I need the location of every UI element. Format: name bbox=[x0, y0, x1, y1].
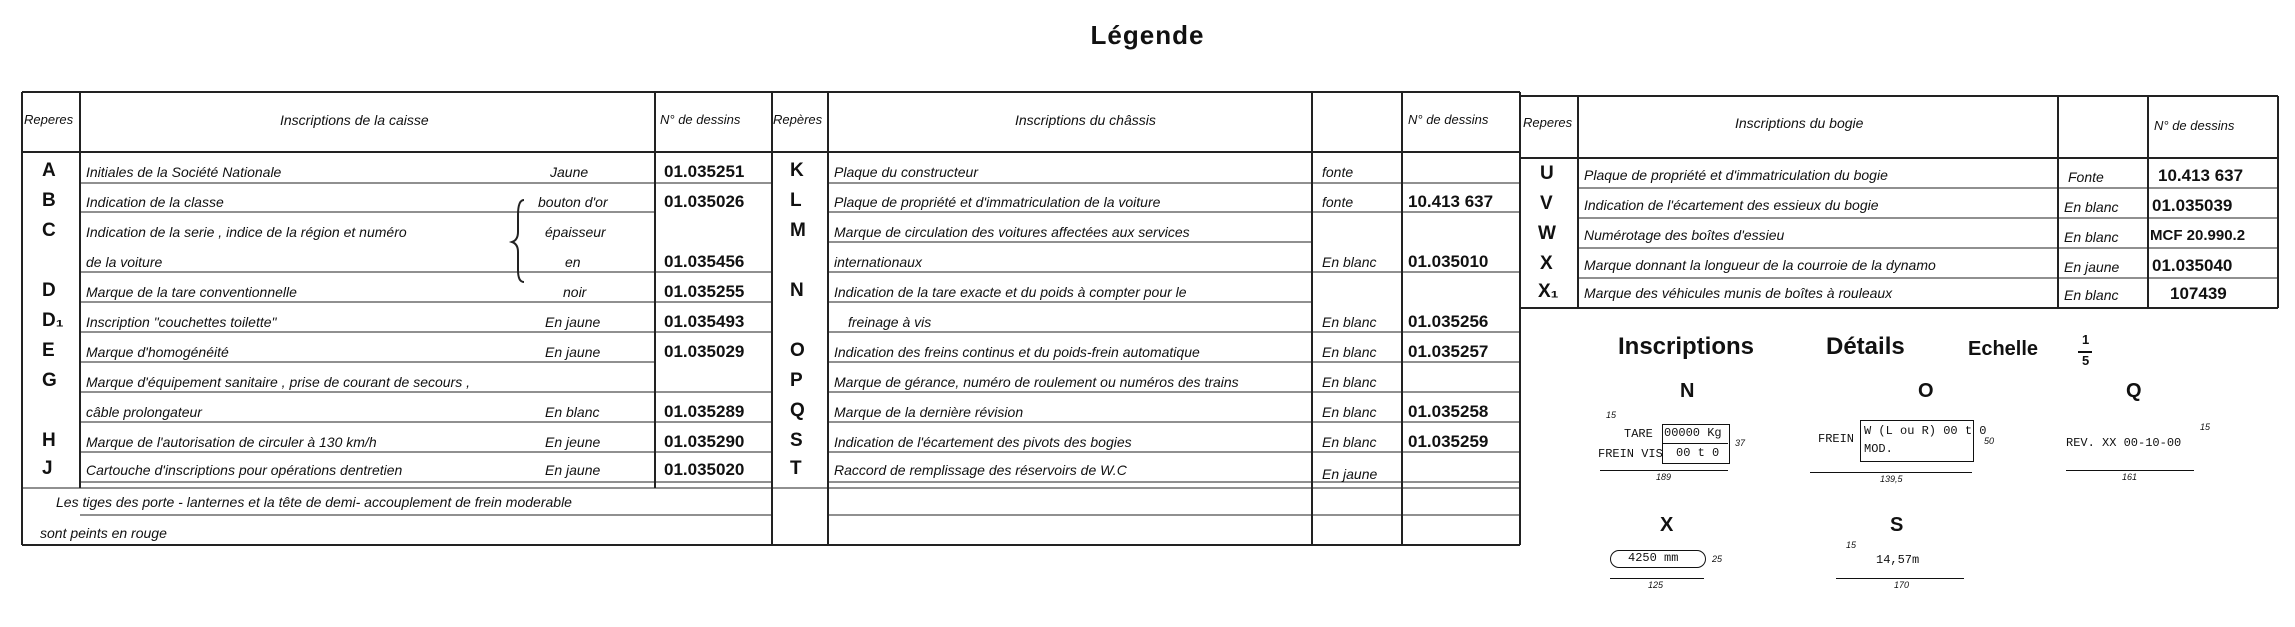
chassis-row-text: Indication des freins continus et du poids-frein automatique bbox=[834, 344, 1200, 360]
chassis-row-number: 10.413 637 bbox=[1408, 192, 1494, 211]
chassis-row-color: fonte bbox=[1322, 194, 1354, 210]
caisse-row-code: D bbox=[42, 280, 56, 301]
caisse-row-code: H bbox=[42, 430, 56, 451]
caisse-row-text: Initiales de la Société Nationale bbox=[86, 164, 282, 180]
bogie-row-color: En blanc bbox=[2064, 229, 2119, 245]
caisse-row-text: Marque de l'autorisation de circuler à 130 km/h bbox=[86, 434, 377, 450]
bogie-row-color: Fonte bbox=[2068, 169, 2104, 185]
chassis-row-color: En blanc bbox=[1322, 254, 1377, 270]
chassis-row-color: En blanc bbox=[1322, 404, 1377, 420]
chassis-row-color: En blanc bbox=[1322, 434, 1377, 450]
detail-n-divider bbox=[1662, 443, 1728, 444]
bogie-row-text: Numérotage des boîtes d'essieu bbox=[1584, 227, 1785, 243]
chassis-row-number: 01.035256 bbox=[1408, 312, 1489, 331]
chassis-row-text: Indication de la tare exacte et du poids à compter pour le bbox=[834, 284, 1187, 300]
detail-o-line2: MOD. bbox=[1864, 442, 1893, 456]
bogie-row-color: En jaune bbox=[2064, 259, 2120, 275]
caisse-row-color: En jaune bbox=[545, 344, 601, 360]
caisse-row-color: En blanc bbox=[545, 404, 600, 420]
detail-n-tare: TARE bbox=[1624, 427, 1653, 441]
bogie-row-number: 10.413 637 bbox=[2158, 166, 2244, 185]
chassis-header-dessins: N° de dessins bbox=[1408, 112, 1489, 127]
detail-n-frein-value: 00 t 0 bbox=[1676, 446, 1720, 460]
caisse-row-text: Marque d'équipement sanitaire , prise de courant de secours , bbox=[86, 374, 471, 390]
bogie-row-number: MCF 20.990.2 bbox=[2150, 227, 2246, 244]
detail-x-text: 4250 mm bbox=[1628, 551, 1679, 565]
caisse-row-number: 01.035251 bbox=[664, 162, 745, 181]
bogie-row-code: V bbox=[1540, 193, 1553, 214]
caisse-row-color: épaisseur bbox=[545, 224, 606, 240]
caisse-row-number: 01.035289 bbox=[664, 402, 745, 421]
caisse-row-code: B bbox=[42, 190, 56, 211]
detail-o-width: 139,5 bbox=[1880, 474, 1903, 484]
detail-q-text: REV. XX 00-10-00 bbox=[2066, 436, 2182, 450]
bogie-row-number: 01.035040 bbox=[2152, 256, 2233, 275]
bogie-row-code: X₁ bbox=[1538, 281, 1559, 302]
chassis-row-number: 01.035259 bbox=[1408, 432, 1489, 451]
caisse-footnote-line1: Les tiges des porte - lanternes et la tête de demi- accouplement de frein moderable bbox=[56, 494, 572, 510]
detail-o-dim-line bbox=[1810, 472, 1972, 473]
detail-n-frein: FREIN VIS bbox=[1598, 447, 1663, 461]
detail-n-tare-value: 00000 Kg bbox=[1664, 426, 1722, 440]
caisse-row-text: Marque de la tare conventionnelle bbox=[86, 284, 297, 300]
caisse-row-color: En jaune bbox=[545, 462, 601, 478]
detail-o-height: 50 bbox=[1984, 436, 1995, 446]
caisse-row-number: 01.035290 bbox=[664, 432, 745, 451]
bogie-row-text: Marque donnant la longueur de la courroie de la dynamo bbox=[1584, 257, 1936, 273]
bogie-header-inscriptions: Inscriptions du bogie bbox=[1735, 115, 1864, 131]
detail-o-line1: W (L ou R) 00 t 0 bbox=[1864, 424, 1987, 438]
caisse-row-number: 01.035026 bbox=[664, 192, 745, 211]
detail-o-frein: FREIN bbox=[1818, 432, 1855, 446]
bogie-row-text: Plaque de propriété et d'immatriculation du bogie bbox=[1584, 167, 1888, 183]
caisse-header-reperes: Reperes bbox=[24, 112, 74, 127]
chassis-row-code: M bbox=[790, 220, 806, 241]
bogie-header-dessins: N° de dessins bbox=[2154, 118, 2235, 133]
chassis-row-code: N bbox=[790, 280, 804, 301]
detail-o-label: O bbox=[1918, 380, 1934, 402]
chassis-row-code: Q bbox=[790, 400, 805, 421]
caisse-row-text: câble prolongateur bbox=[86, 404, 202, 420]
detail-s-width: 170 bbox=[1894, 580, 1910, 590]
detail-q-height: 15 bbox=[2200, 422, 2211, 432]
details-scale-label: Echelle bbox=[1968, 338, 2039, 360]
detail-x-label: X bbox=[1660, 514, 1674, 536]
detail-n-height2: 37 bbox=[1735, 438, 1746, 448]
detail-q-label: Q bbox=[2126, 380, 2142, 402]
chassis-row-color: fonte bbox=[1322, 164, 1354, 180]
chassis-row-text: Plaque de propriété et d'immatriculation de la voiture bbox=[834, 194, 1161, 210]
detail-q-width: 161 bbox=[2122, 472, 2138, 482]
chassis-row-text: Marque de circulation des voitures affectées aux services bbox=[834, 224, 1190, 240]
caisse-row-code: A bbox=[42, 160, 56, 181]
caisse-row-text: de la voiture bbox=[86, 254, 163, 270]
chassis-row-code: L bbox=[790, 190, 802, 211]
caisse-row-color: bouton d'or bbox=[538, 194, 608, 210]
chassis-row-code: P bbox=[790, 370, 803, 391]
caisse-row-text: Inscription "couchettes toilette" bbox=[86, 314, 277, 330]
caisse-row-color: noir bbox=[563, 284, 587, 300]
caisse-footnote-line2: sont peints en rouge bbox=[40, 525, 167, 541]
caisse-row-color: En jaune bbox=[545, 314, 601, 330]
bogie-row-color: En blanc bbox=[2064, 199, 2119, 215]
chassis-row-number: 01.035258 bbox=[1408, 402, 1489, 421]
caisse-row-code: E bbox=[42, 340, 55, 361]
chassis-row-code: T bbox=[790, 458, 802, 479]
detail-x-height: 25 bbox=[1712, 554, 1723, 564]
bogie-row-number: 107439 bbox=[2170, 284, 2227, 303]
caisse-row-color: Jaune bbox=[550, 164, 589, 180]
chassis-row-code: K bbox=[790, 160, 804, 181]
chassis-row-text: Indication de l'écartement des pivots des bogies bbox=[834, 434, 1132, 450]
chassis-row-color: En blanc bbox=[1322, 314, 1377, 330]
detail-s-label: S bbox=[1890, 514, 1904, 536]
chassis-row-color: En blanc bbox=[1322, 374, 1377, 390]
chassis-row-text: internationaux bbox=[834, 254, 922, 270]
caisse-row-code: D₁ bbox=[42, 310, 64, 331]
caisse-row-text: Cartouche d'inscriptions pour opérations dentretien bbox=[86, 462, 403, 478]
caisse-row-code: G bbox=[42, 370, 57, 391]
caisse-row-color: En jeune bbox=[545, 434, 601, 450]
detail-x-dim-line bbox=[1610, 578, 1704, 579]
caisse-row-code: C bbox=[42, 220, 56, 241]
bogie-row-text: Marque des véhicules munis de boîtes à rouleaux bbox=[1584, 285, 1893, 301]
detail-n-dim-line bbox=[1600, 470, 1728, 471]
chassis-header-reperes: Repères bbox=[773, 112, 823, 127]
details-scale-denominator: 5 bbox=[2082, 353, 2090, 368]
detail-x-width: 125 bbox=[1648, 580, 1664, 590]
bogie-row-number: 01.035039 bbox=[2152, 196, 2233, 215]
bogie-row-color: En blanc bbox=[2064, 287, 2119, 303]
detail-s-dim-line bbox=[1836, 578, 1964, 579]
chassis-row-code: O bbox=[790, 340, 805, 361]
chassis-row-text: Raccord de remplissage des réservoirs de W.C bbox=[834, 462, 1127, 478]
chassis-row-number: 01.035010 bbox=[1408, 252, 1489, 271]
page-title: Légende bbox=[1090, 20, 1205, 50]
chassis-row-text: Marque de gérance, numéro de roulement ou numéros des trains bbox=[834, 374, 1239, 390]
detail-s-height: 15 bbox=[1846, 540, 1857, 550]
caisse-header-dessins: N° de dessins bbox=[660, 112, 741, 127]
details-heading-details: Détails bbox=[1826, 333, 1905, 360]
detail-n-label: N bbox=[1680, 380, 1695, 402]
bogie-row-code: X bbox=[1540, 253, 1553, 274]
caisse-row-text: Indication de la classe bbox=[86, 194, 224, 210]
bogie-row-code: W bbox=[1538, 223, 1556, 244]
caisse-row-number: 01.035456 bbox=[664, 252, 745, 271]
bogie-row-code: U bbox=[1540, 163, 1554, 184]
caisse-row-text: Marque d'homogénéité bbox=[86, 344, 229, 360]
detail-q-dim-line bbox=[2066, 470, 2194, 471]
caisse-row-text: Indication de la serie , indice de la région et numéro bbox=[86, 224, 407, 240]
chassis-row-number: 01.035257 bbox=[1408, 342, 1489, 361]
caisse-row-number: 01.035029 bbox=[664, 342, 745, 361]
caisse-row-number: 01.035493 bbox=[664, 312, 745, 331]
chassis-row-color: En jaune bbox=[1322, 466, 1378, 482]
detail-n-height: 15 bbox=[1606, 410, 1617, 420]
bogie-header-reperes: Reperes bbox=[1523, 115, 1573, 130]
chassis-row-color: En blanc bbox=[1322, 344, 1377, 360]
caisse-row-code: J bbox=[42, 458, 53, 479]
chassis-row-code: S bbox=[790, 430, 803, 451]
details-heading-inscriptions: Inscriptions bbox=[1618, 333, 1755, 360]
caisse-row-number: 01.035255 bbox=[664, 282, 745, 301]
detail-n-width: 189 bbox=[1656, 472, 1672, 482]
chassis-row-text: Plaque du constructeur bbox=[834, 164, 978, 180]
chassis-header-inscriptions: Inscriptions du châssis bbox=[1015, 112, 1156, 128]
chassis-row-text: freinage à vis bbox=[848, 314, 932, 330]
caisse-header-inscriptions: Inscriptions de la caisse bbox=[280, 112, 429, 128]
details-scale-numerator: 1 bbox=[2082, 332, 2090, 347]
bogie-row-text: Indication de l'écartement des essieux du bogie bbox=[1584, 197, 1879, 213]
caisse-row-number: 01.035020 bbox=[664, 460, 745, 479]
chassis-row-text: Marque de la dernière révision bbox=[834, 404, 1024, 420]
detail-s-text: 14,57m bbox=[1876, 553, 1920, 567]
caisse-row-color: en bbox=[565, 254, 581, 270]
